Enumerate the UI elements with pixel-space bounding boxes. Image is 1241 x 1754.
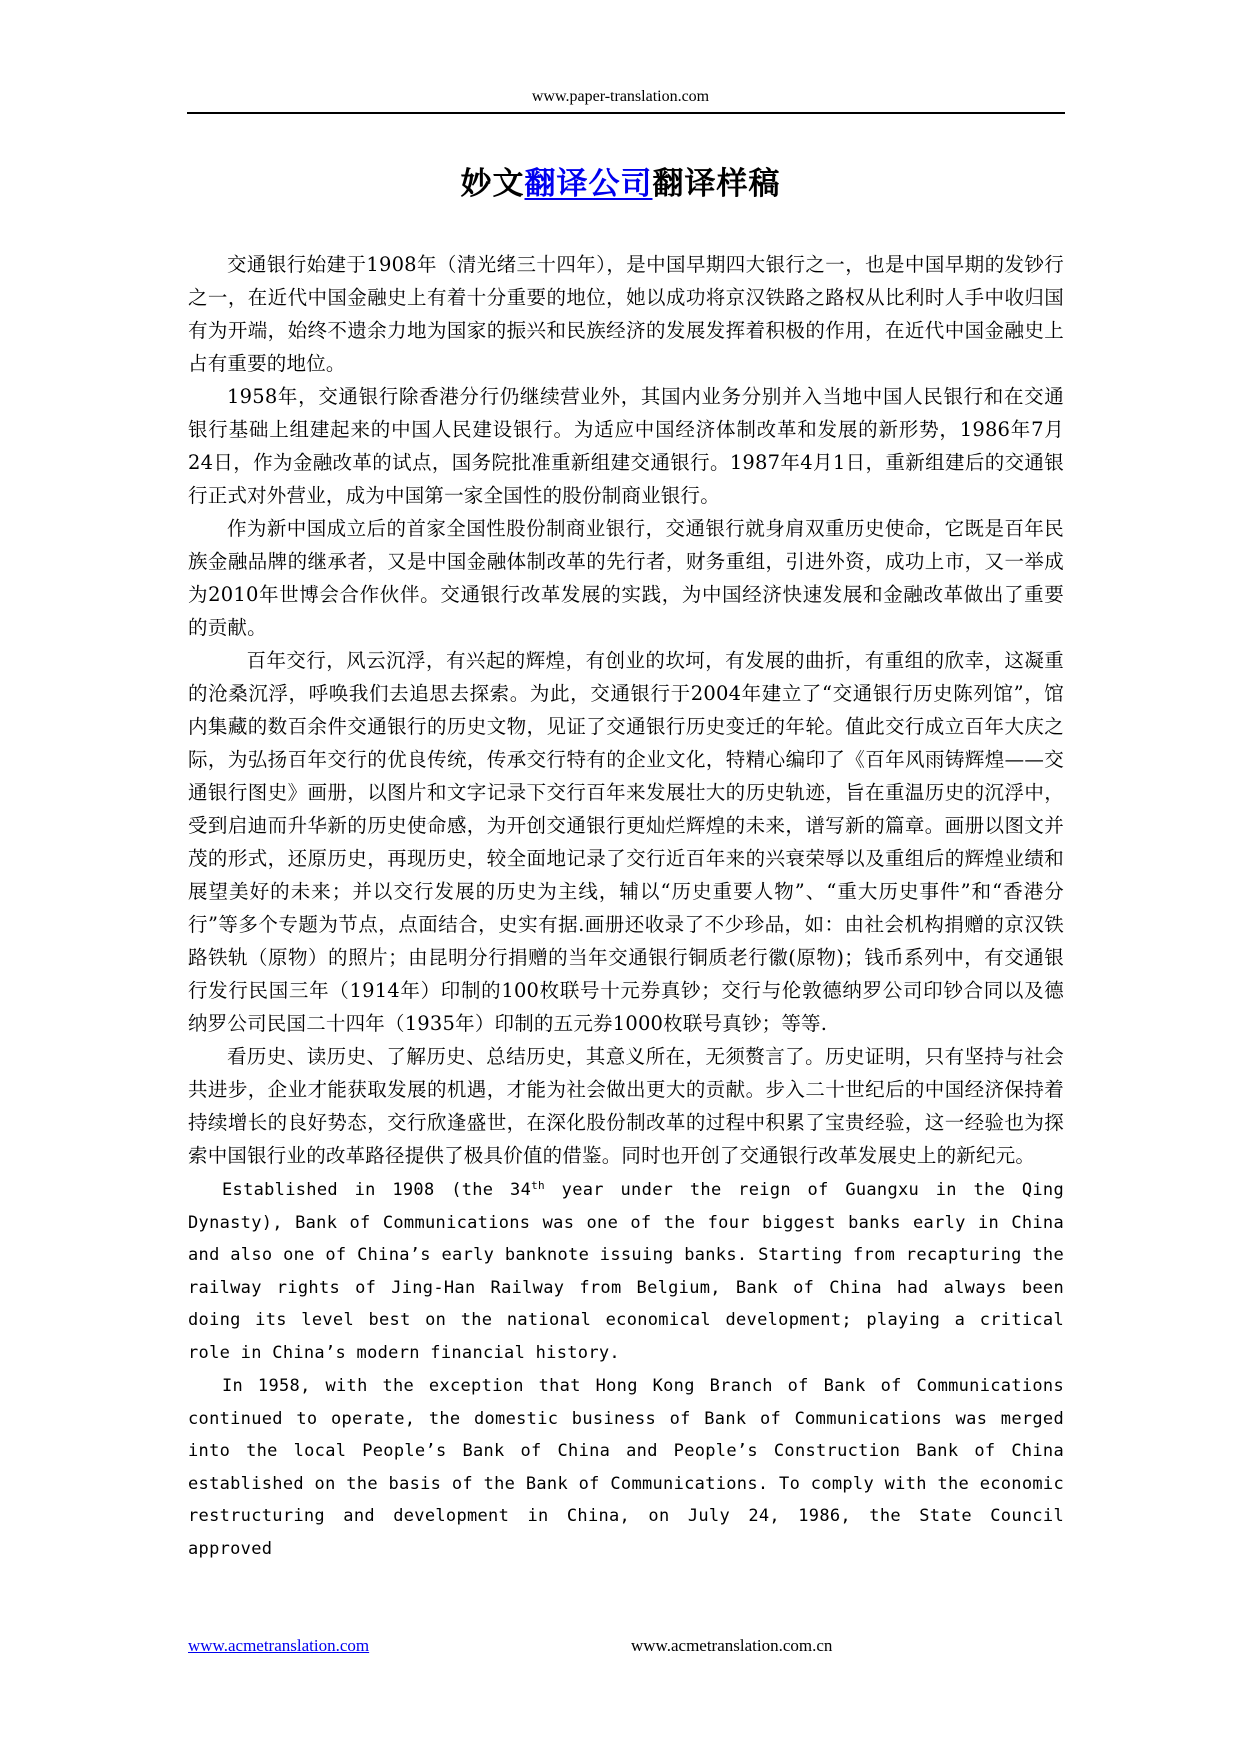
title-link[interactable]: 翻译公司 <box>524 166 653 202</box>
document-body <box>188 248 1064 1565</box>
paragraph-en-1-start: Established in 1908 (the 34 <box>222 1180 532 1200</box>
paragraph-en-2: In 1958, with the exception that Hong Kong Branch of Bank of Communications continued to operate, the domestic business of Bank of Communications was merged into the local People’s Bank of China and People’s Construction Bank of China established on the basis of the Bank of Communications. To comply with the economic restructuring and development in China, on July 24, 1986, the State Council approved <box>188 1376 1064 1559</box>
paragraph-zh-4: 百年交行，风云沉浮，有兴起的辉煌，有创业的坎坷，有发展的曲折，有重组的欣幸，这凝重的沧桑沉浮，呼唤我们去追思去探索。为此，交通银行于2004年建立了“交通银行历史陈列馆”，馆内集藏的数百余件交通银行的历史文物，见证了交通银行历史变迁的年轮。值此交行成立百年大庆之际，为弘扬百年交行的优良传统，传承交行特有的企业文化，特精心编印了《百年风雨铸辉煌——交通银行图史》画册，以图片和文字记录下交行百年来发展壮大的历史轨迹，旨在重温历史的沉浮中，受到启迪而升华新的历史使命感，为开创交通银行更灿烂辉煌的未来，谱写新的篇章。画册以图文并茂的形式，还原历史，再现历史，较全面地记录了交行近百年来的兴衰荣辱以及重组后的辉煌业绩和展望美好的未来；并以交行发展的历史为主线，辅以“历史重要人物”、“重大历史事件”和“香港分行”等多个专题为节点，点面结合，史实有据.画册还收录了不少珍品，如：由社会机构捐赠的京汉铁路铁轨（原物）的照片；由昆明分行捐赠的当年交通银行铜质老行徽(原物)；钱币系列中，有交通银行发行民国三年（1914年）印制的100枚联号十元券真钞；交行与伦敦德纳罗公司印钞合同以及德纳罗公司民国二十四年（1935年）印制的五元券1000枚联号真钞；等等. <box>188 649 1064 1035</box>
header-url: www.paper-translation.com <box>531 88 710 105</box>
paragraph-zh-5: 看历史、读历史、了解历史、总结历史，其意义所在，无须赘言了。历史证明，只有坚持与社会共进步，企业才能获取发展的机遇，才能为社会做出更大的贡献。步入二十世纪后的中国经济保持着持续增长的良好势态，交行欣逢盛世，在深化股份制改革的过程中积累了宝贵经验，这一经验也为探索中国银行业的改革路径提供了极具价值的借鉴。同时也开创了交通银行改革发展史上的新纪元。 <box>188 1045 1064 1167</box>
ordinal-suffix: th <box>531 1179 545 1192</box>
paragraph-zh-1: 交通银行始建于1908年（清光绪三十四年），是中国早期四大银行之一，也是中国早期的发钞行之一，在近代中国金融史上有着十分重要的地位，她以成功将京汉铁路之路权从比利时人手中收归国有为开端，始终不遗余力地为国家的振兴和民族经济的发展发挥着积极的作用，在近代中国金融史上占有重要的地位。 <box>188 253 1064 375</box>
page-title <box>0 158 1241 203</box>
paragraph-en-1 <box>188 1174 1064 1369</box>
paragraph-en-1-rest: year under the reign of Guangxu in the Qing Dynasty), Bank of Communications was one of the four biggest banks early in China and also one of China’s early banknote issuing banks. Starting from recapturing the railway rights of Jing-Han Railway from Belgium, Bank of China had always been doing its level best on the national economical development; playing a critical role in China’s modern financial history. <box>188 1180 1064 1363</box>
title-suffix: 翻译样稿 <box>652 166 781 202</box>
footer-url: www.acmetranslation.com.cn <box>631 1636 833 1655</box>
header-divider <box>187 112 1065 114</box>
paragraph-zh-2: 1958年，交通银行除香港分行仍继续营业外，其国内业务分别并入当地中国人民银行和在交通银行基础上组建起来的中国人民建设银行。为适应中国经济体制改革和发展的新形势，1986年7月24日，作为金融改革的试点，国务院批准重新组建交通银行。1987年4月1日，重新组建后的交通银行正式对外营业，成为中国第一家全国性的股份制商业银行。 <box>188 385 1064 507</box>
paragraph-zh-3: 作为新中国成立后的首家全国性股份制商业银行，交通银行就身肩双重历史使命，它既是百年民族金融品牌的继承者，又是中国金融体制改革的先行者，财务重组，引进外资，成功上市，又一举成为2010年世博会合作伙伴。交通银行改革发展的实践，为中国经济快速发展和金融改革做出了重要的贡献。 <box>188 517 1064 639</box>
footer-link[interactable]: www.acmetranslation.com <box>188 1636 370 1655</box>
title-prefix: 妙文 <box>460 166 525 202</box>
